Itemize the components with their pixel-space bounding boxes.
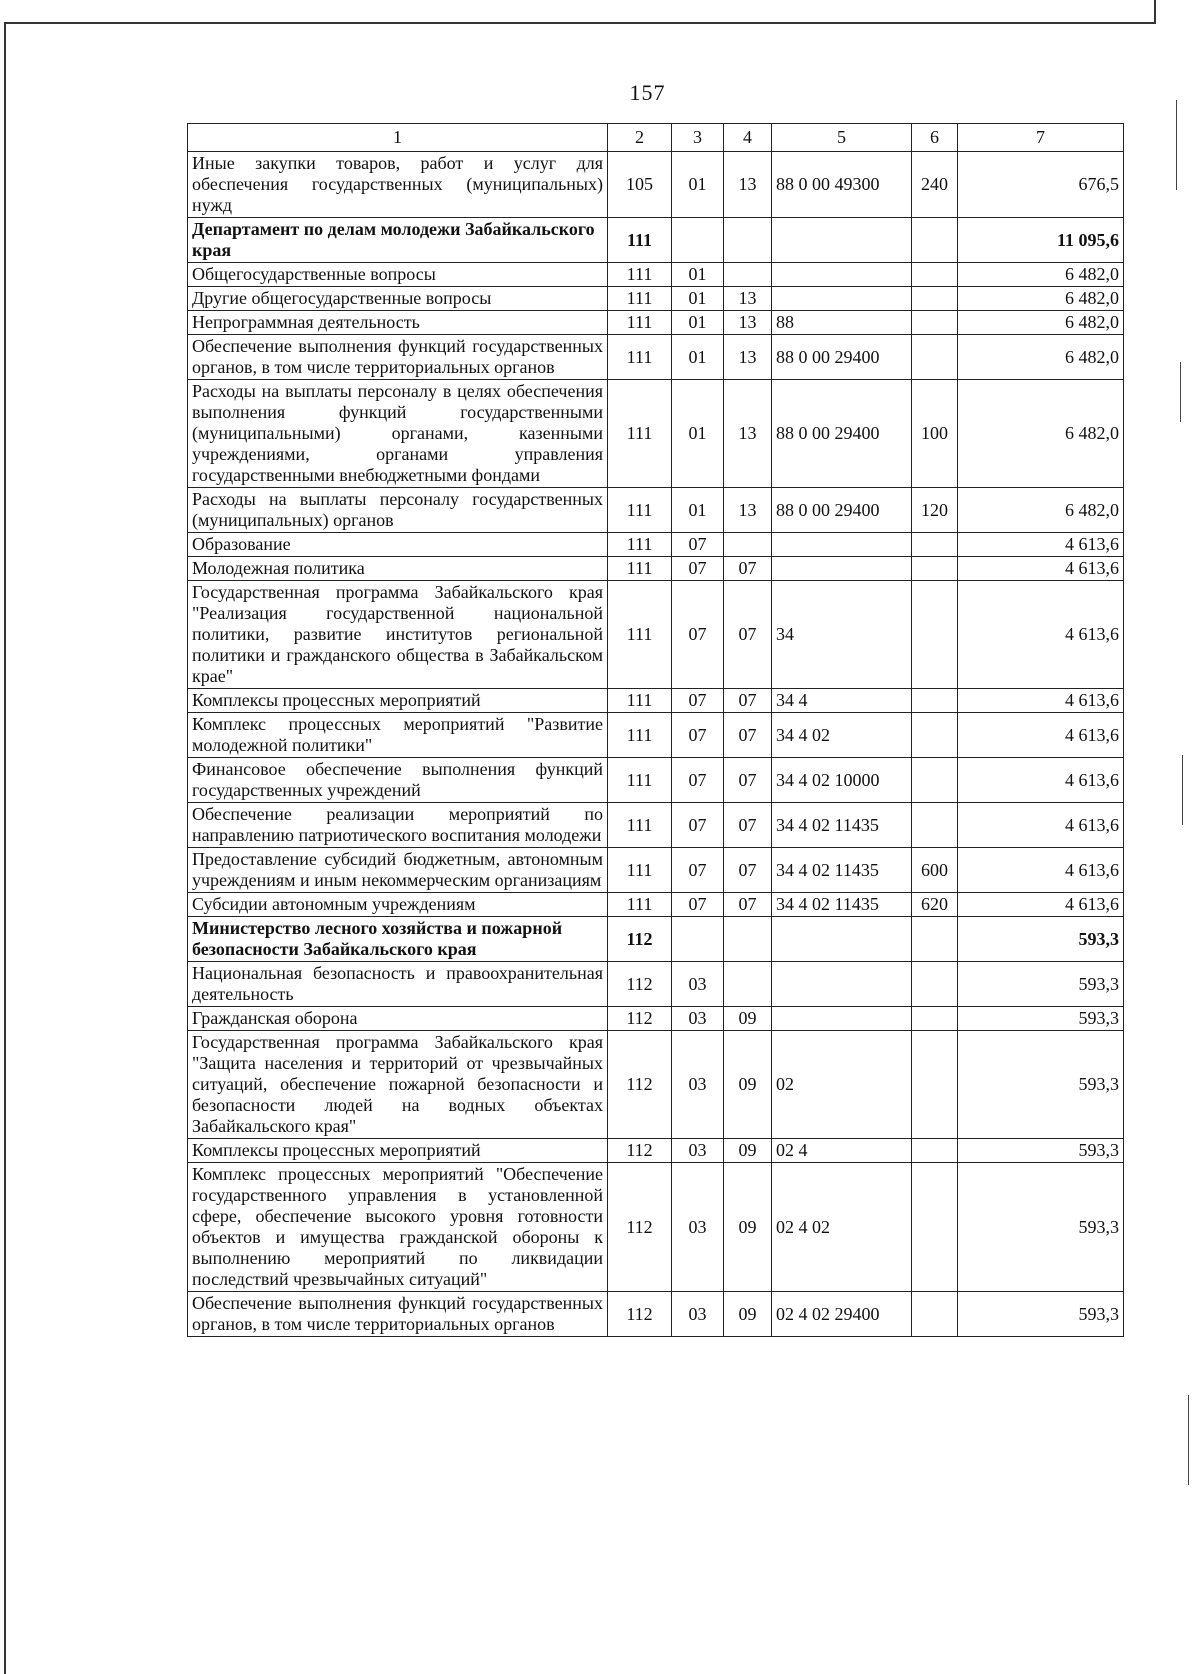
row-section-cell: 03 [672, 1139, 724, 1163]
row-target-article-cell: 02 4 [772, 1139, 912, 1163]
row-target-article-cell [772, 962, 912, 1007]
row-name-cell: Расходы на выплаты персоналу в целях обеспечения выполнения функций государственными (муниципальными) органами, казенными учреждениями, органами управления государственными внебюджетными фондами [188, 380, 608, 488]
row-subsection-cell: 07 [724, 689, 772, 713]
row-expense-type-cell [912, 713, 958, 758]
row-admin-code-cell: 111 [608, 218, 672, 263]
row-amount-cell: 593,3 [958, 1163, 1124, 1292]
row-admin-code-cell: 112 [608, 1139, 672, 1163]
scan-artifact-line [1176, 100, 1177, 190]
row-name-cell: Государственная программа Забайкальского края "Защита населения и территорий от чрезвычайных ситуаций, обеспечение пожарной безопасности и безопасности людей на водных объектах Забайкальского края" [188, 1031, 608, 1139]
row-amount-cell: 4 613,6 [958, 557, 1124, 581]
row-target-article-cell: 34 4 02 11435 [772, 848, 912, 893]
row-section-cell: 07 [672, 803, 724, 848]
row-name-cell: Обеспечение реализации мероприятий по направлению патриотического воспитания молодежи [188, 803, 608, 848]
row-subsection-cell: 13 [724, 380, 772, 488]
row-expense-type-cell [912, 803, 958, 848]
row-section-cell: 07 [672, 848, 724, 893]
row-target-article-cell: 88 0 00 29400 [772, 380, 912, 488]
row-subsection-cell: 13 [724, 335, 772, 380]
row-name-cell: Комплексы процессных мероприятий [188, 1139, 608, 1163]
row-target-article-cell: 88 0 00 49300 [772, 152, 912, 218]
row-section-cell: 01 [672, 488, 724, 533]
row-target-article-cell [772, 287, 912, 311]
row-name-cell: Комплекс процессных мероприятий "Обеспечение государственного управления в установленной сфере, обеспечение высокого уровня готовности объектов и имущества гражданской обороны к выполнению мероприятий по ликвидации последствий чрезвычайных ситуаций" [188, 1163, 608, 1292]
row-target-article-cell [772, 218, 912, 263]
row-subsection-cell: 07 [724, 581, 772, 689]
row-amount-cell: 676,5 [958, 152, 1124, 218]
row-admin-code-cell: 111 [608, 488, 672, 533]
row-section-cell: 03 [672, 1031, 724, 1139]
row-subsection-cell: 13 [724, 287, 772, 311]
row-subsection-cell: 07 [724, 893, 772, 917]
scan-artifact-line [1180, 362, 1181, 422]
scan-border-left [4, 22, 6, 1674]
row-expense-type-cell [912, 335, 958, 380]
row-name-cell: Общегосударственные вопросы [188, 263, 608, 287]
row-subsection-cell [724, 917, 772, 962]
row-section-cell: 01 [672, 287, 724, 311]
row-amount-cell: 6 482,0 [958, 263, 1124, 287]
row-expense-type-cell [912, 758, 958, 803]
row-amount-cell: 4 613,6 [958, 803, 1124, 848]
row-name-cell: Обеспечение выполнения функций государственных органов, в том числе территориальных органов [188, 1292, 608, 1337]
column-header: 5 [772, 124, 912, 152]
row-section-cell: 01 [672, 263, 724, 287]
table-row [188, 758, 1124, 803]
row-target-article-cell: 34 4 02 10000 [772, 758, 912, 803]
row-expense-type-cell [912, 1139, 958, 1163]
row-section-cell [672, 218, 724, 263]
row-subsection-cell: 09 [724, 1031, 772, 1139]
row-target-article-cell: 34 [772, 581, 912, 689]
row-expense-type-cell [912, 689, 958, 713]
row-admin-code-cell: 111 [608, 848, 672, 893]
row-admin-code-cell: 112 [608, 1292, 672, 1337]
row-name-cell: Национальная безопасность и правоохранительная деятельность [188, 962, 608, 1007]
row-admin-code-cell: 111 [608, 758, 672, 803]
row-expense-type-cell [912, 917, 958, 962]
table-row [188, 218, 1124, 263]
row-section-cell: 03 [672, 962, 724, 1007]
row-amount-cell: 6 482,0 [958, 380, 1124, 488]
row-target-article-cell [772, 1007, 912, 1031]
row-section-cell: 01 [672, 335, 724, 380]
row-section-cell: 07 [672, 689, 724, 713]
row-subsection-cell: 09 [724, 1163, 772, 1292]
row-admin-code-cell: 112 [608, 1007, 672, 1031]
column-header: 7 [958, 124, 1124, 152]
row-amount-cell: 4 613,6 [958, 758, 1124, 803]
row-target-article-cell [772, 263, 912, 287]
scan-artifact-line [1182, 755, 1183, 825]
table-row [188, 713, 1124, 758]
row-amount-cell: 4 613,6 [958, 713, 1124, 758]
row-name-cell: Министерство лесного хозяйства и пожарной безопасности Забайкальского края [188, 917, 608, 962]
row-section-cell: 07 [672, 557, 724, 581]
row-section-cell: 07 [672, 533, 724, 557]
row-section-cell: 07 [672, 893, 724, 917]
row-admin-code-cell: 111 [608, 311, 672, 335]
row-amount-cell: 11 095,6 [958, 218, 1124, 263]
page-number: 157 [629, 80, 666, 105]
table-row [188, 848, 1124, 893]
row-admin-code-cell: 111 [608, 713, 672, 758]
row-expense-type-cell: 100 [912, 380, 958, 488]
row-amount-cell: 4 613,6 [958, 848, 1124, 893]
row-amount-cell: 4 613,6 [958, 689, 1124, 713]
row-expense-type-cell: 620 [912, 893, 958, 917]
table-row [188, 311, 1124, 335]
row-target-article-cell: 34 4 02 11435 [772, 803, 912, 848]
row-expense-type-cell: 600 [912, 848, 958, 893]
table-header-row [188, 124, 1124, 152]
table-row [188, 917, 1124, 962]
table-row [188, 488, 1124, 533]
table-row [188, 803, 1124, 848]
row-subsection-cell [724, 962, 772, 1007]
row-subsection-cell: 07 [724, 713, 772, 758]
row-subsection-cell: 09 [724, 1292, 772, 1337]
table-row [188, 1292, 1124, 1337]
table-row [188, 581, 1124, 689]
table-row [188, 287, 1124, 311]
row-amount-cell: 4 613,6 [958, 893, 1124, 917]
row-name-cell: Предоставление субсидий бюджетным, автономным учреждениям и иным некоммерческим организациям [188, 848, 608, 893]
row-target-article-cell [772, 533, 912, 557]
row-admin-code-cell: 112 [608, 1163, 672, 1292]
table-row [188, 380, 1124, 488]
row-subsection-cell: 09 [724, 1007, 772, 1031]
row-amount-cell: 6 482,0 [958, 335, 1124, 380]
row-expense-type-cell [912, 287, 958, 311]
table-row [188, 533, 1124, 557]
scan-artifact-line [1188, 1395, 1189, 1485]
row-target-article-cell: 02 4 02 [772, 1163, 912, 1292]
row-admin-code-cell: 111 [608, 287, 672, 311]
table-row [188, 1007, 1124, 1031]
row-subsection-cell: 07 [724, 557, 772, 581]
row-admin-code-cell: 111 [608, 335, 672, 380]
column-header: 2 [608, 124, 672, 152]
table-row [188, 893, 1124, 917]
row-target-article-cell: 34 4 02 [772, 713, 912, 758]
row-expense-type-cell [912, 1292, 958, 1337]
table-row [188, 557, 1124, 581]
row-section-cell: 01 [672, 152, 724, 218]
row-expense-type-cell [912, 311, 958, 335]
row-name-cell: Субсидии автономным учреждениям [188, 893, 608, 917]
row-name-cell: Молодежная политика [188, 557, 608, 581]
row-section-cell [672, 917, 724, 962]
row-amount-cell: 593,3 [958, 1292, 1124, 1337]
column-header: 1 [188, 124, 608, 152]
row-admin-code-cell: 111 [608, 557, 672, 581]
row-expense-type-cell [912, 962, 958, 1007]
row-subsection-cell: 13 [724, 311, 772, 335]
row-expense-type-cell [912, 263, 958, 287]
row-target-article-cell [772, 917, 912, 962]
table-body [188, 152, 1124, 1337]
row-amount-cell: 4 613,6 [958, 581, 1124, 689]
row-name-cell: Расходы на выплаты персоналу государственных (муниципальных) органов [188, 488, 608, 533]
column-header: 3 [672, 124, 724, 152]
row-subsection-cell: 13 [724, 152, 772, 218]
row-amount-cell: 593,3 [958, 1007, 1124, 1031]
row-admin-code-cell: 112 [608, 917, 672, 962]
row-admin-code-cell: 111 [608, 380, 672, 488]
row-admin-code-cell: 111 [608, 689, 672, 713]
row-subsection-cell: 13 [724, 488, 772, 533]
row-admin-code-cell: 111 [608, 893, 672, 917]
row-admin-code-cell: 111 [608, 581, 672, 689]
row-expense-type-cell [912, 557, 958, 581]
row-section-cell: 03 [672, 1163, 724, 1292]
column-header: 6 [912, 124, 958, 152]
row-amount-cell: 593,3 [958, 1031, 1124, 1139]
row-section-cell: 07 [672, 758, 724, 803]
row-target-article-cell [772, 557, 912, 581]
row-admin-code-cell: 105 [608, 152, 672, 218]
row-name-cell: Непрограммная деятельность [188, 311, 608, 335]
row-name-cell: Образование [188, 533, 608, 557]
table-row [188, 1139, 1124, 1163]
row-target-article-cell: 34 4 [772, 689, 912, 713]
row-target-article-cell: 88 0 00 29400 [772, 335, 912, 380]
row-subsection-cell [724, 263, 772, 287]
row-section-cell: 07 [672, 581, 724, 689]
row-subsection-cell: 09 [724, 1139, 772, 1163]
table-row [188, 1031, 1124, 1139]
row-admin-code-cell: 111 [608, 533, 672, 557]
row-section-cell: 03 [672, 1007, 724, 1031]
row-name-cell: Комплекс процессных мероприятий "Развитие молодежной политики" [188, 713, 608, 758]
row-expense-type-cell: 240 [912, 152, 958, 218]
row-admin-code-cell: 112 [608, 1031, 672, 1139]
table-row [188, 263, 1124, 287]
row-section-cell: 07 [672, 713, 724, 758]
table-row [188, 152, 1124, 218]
row-expense-type-cell [912, 218, 958, 263]
row-amount-cell: 4 613,6 [958, 533, 1124, 557]
row-name-cell: Гражданская оборона [188, 1007, 608, 1031]
row-subsection-cell [724, 533, 772, 557]
row-name-cell: Государственная программа Забайкальского края "Реализация государственной национальной политики, развитие институтов региональной политики и гражданского общества в Забайкальском крае" [188, 581, 608, 689]
row-expense-type-cell [912, 1007, 958, 1031]
row-subsection-cell: 07 [724, 803, 772, 848]
row-section-cell: 01 [672, 311, 724, 335]
table-row [188, 1163, 1124, 1292]
budget-table [187, 123, 1124, 1337]
row-amount-cell: 593,3 [958, 1139, 1124, 1163]
row-section-cell: 01 [672, 380, 724, 488]
row-subsection-cell: 07 [724, 848, 772, 893]
row-name-cell: Комплексы процессных мероприятий [188, 689, 608, 713]
row-subsection-cell [724, 218, 772, 263]
table-row [188, 962, 1124, 1007]
row-amount-cell: 6 482,0 [958, 488, 1124, 533]
row-target-article-cell: 02 [772, 1031, 912, 1139]
row-admin-code-cell: 111 [608, 263, 672, 287]
row-amount-cell: 593,3 [958, 917, 1124, 962]
row-amount-cell: 6 482,0 [958, 311, 1124, 335]
row-subsection-cell: 07 [724, 758, 772, 803]
row-expense-type-cell [912, 1163, 958, 1292]
row-target-article-cell: 02 4 02 29400 [772, 1292, 912, 1337]
row-target-article-cell: 88 0 00 29400 [772, 488, 912, 533]
row-expense-type-cell [912, 581, 958, 689]
table-row [188, 689, 1124, 713]
row-expense-type-cell: 120 [912, 488, 958, 533]
row-name-cell: Обеспечение выполнения функций государственных органов, в том числе территориальных органов [188, 335, 608, 380]
row-admin-code-cell: 111 [608, 803, 672, 848]
scan-corner-mark [1154, 0, 1156, 24]
row-name-cell: Другие общегосударственные вопросы [188, 287, 608, 311]
row-section-cell: 03 [672, 1292, 724, 1337]
row-target-article-cell: 34 4 02 11435 [772, 893, 912, 917]
row-expense-type-cell [912, 533, 958, 557]
row-name-cell: Финансовое обеспечение выполнения функций государственных учреждений [188, 758, 608, 803]
row-name-cell: Иные закупки товаров, работ и услуг для обеспечения государственных (муниципальных) нужд [188, 152, 608, 218]
row-amount-cell: 593,3 [958, 962, 1124, 1007]
scan-border-top [4, 22, 1154, 24]
row-name-cell: Департамент по делам молодежи Забайкальского края [188, 218, 608, 263]
row-expense-type-cell [912, 1031, 958, 1139]
row-target-article-cell: 88 [772, 311, 912, 335]
column-header: 4 [724, 124, 772, 152]
row-admin-code-cell: 112 [608, 962, 672, 1007]
table-row [188, 335, 1124, 380]
row-amount-cell: 6 482,0 [958, 287, 1124, 311]
